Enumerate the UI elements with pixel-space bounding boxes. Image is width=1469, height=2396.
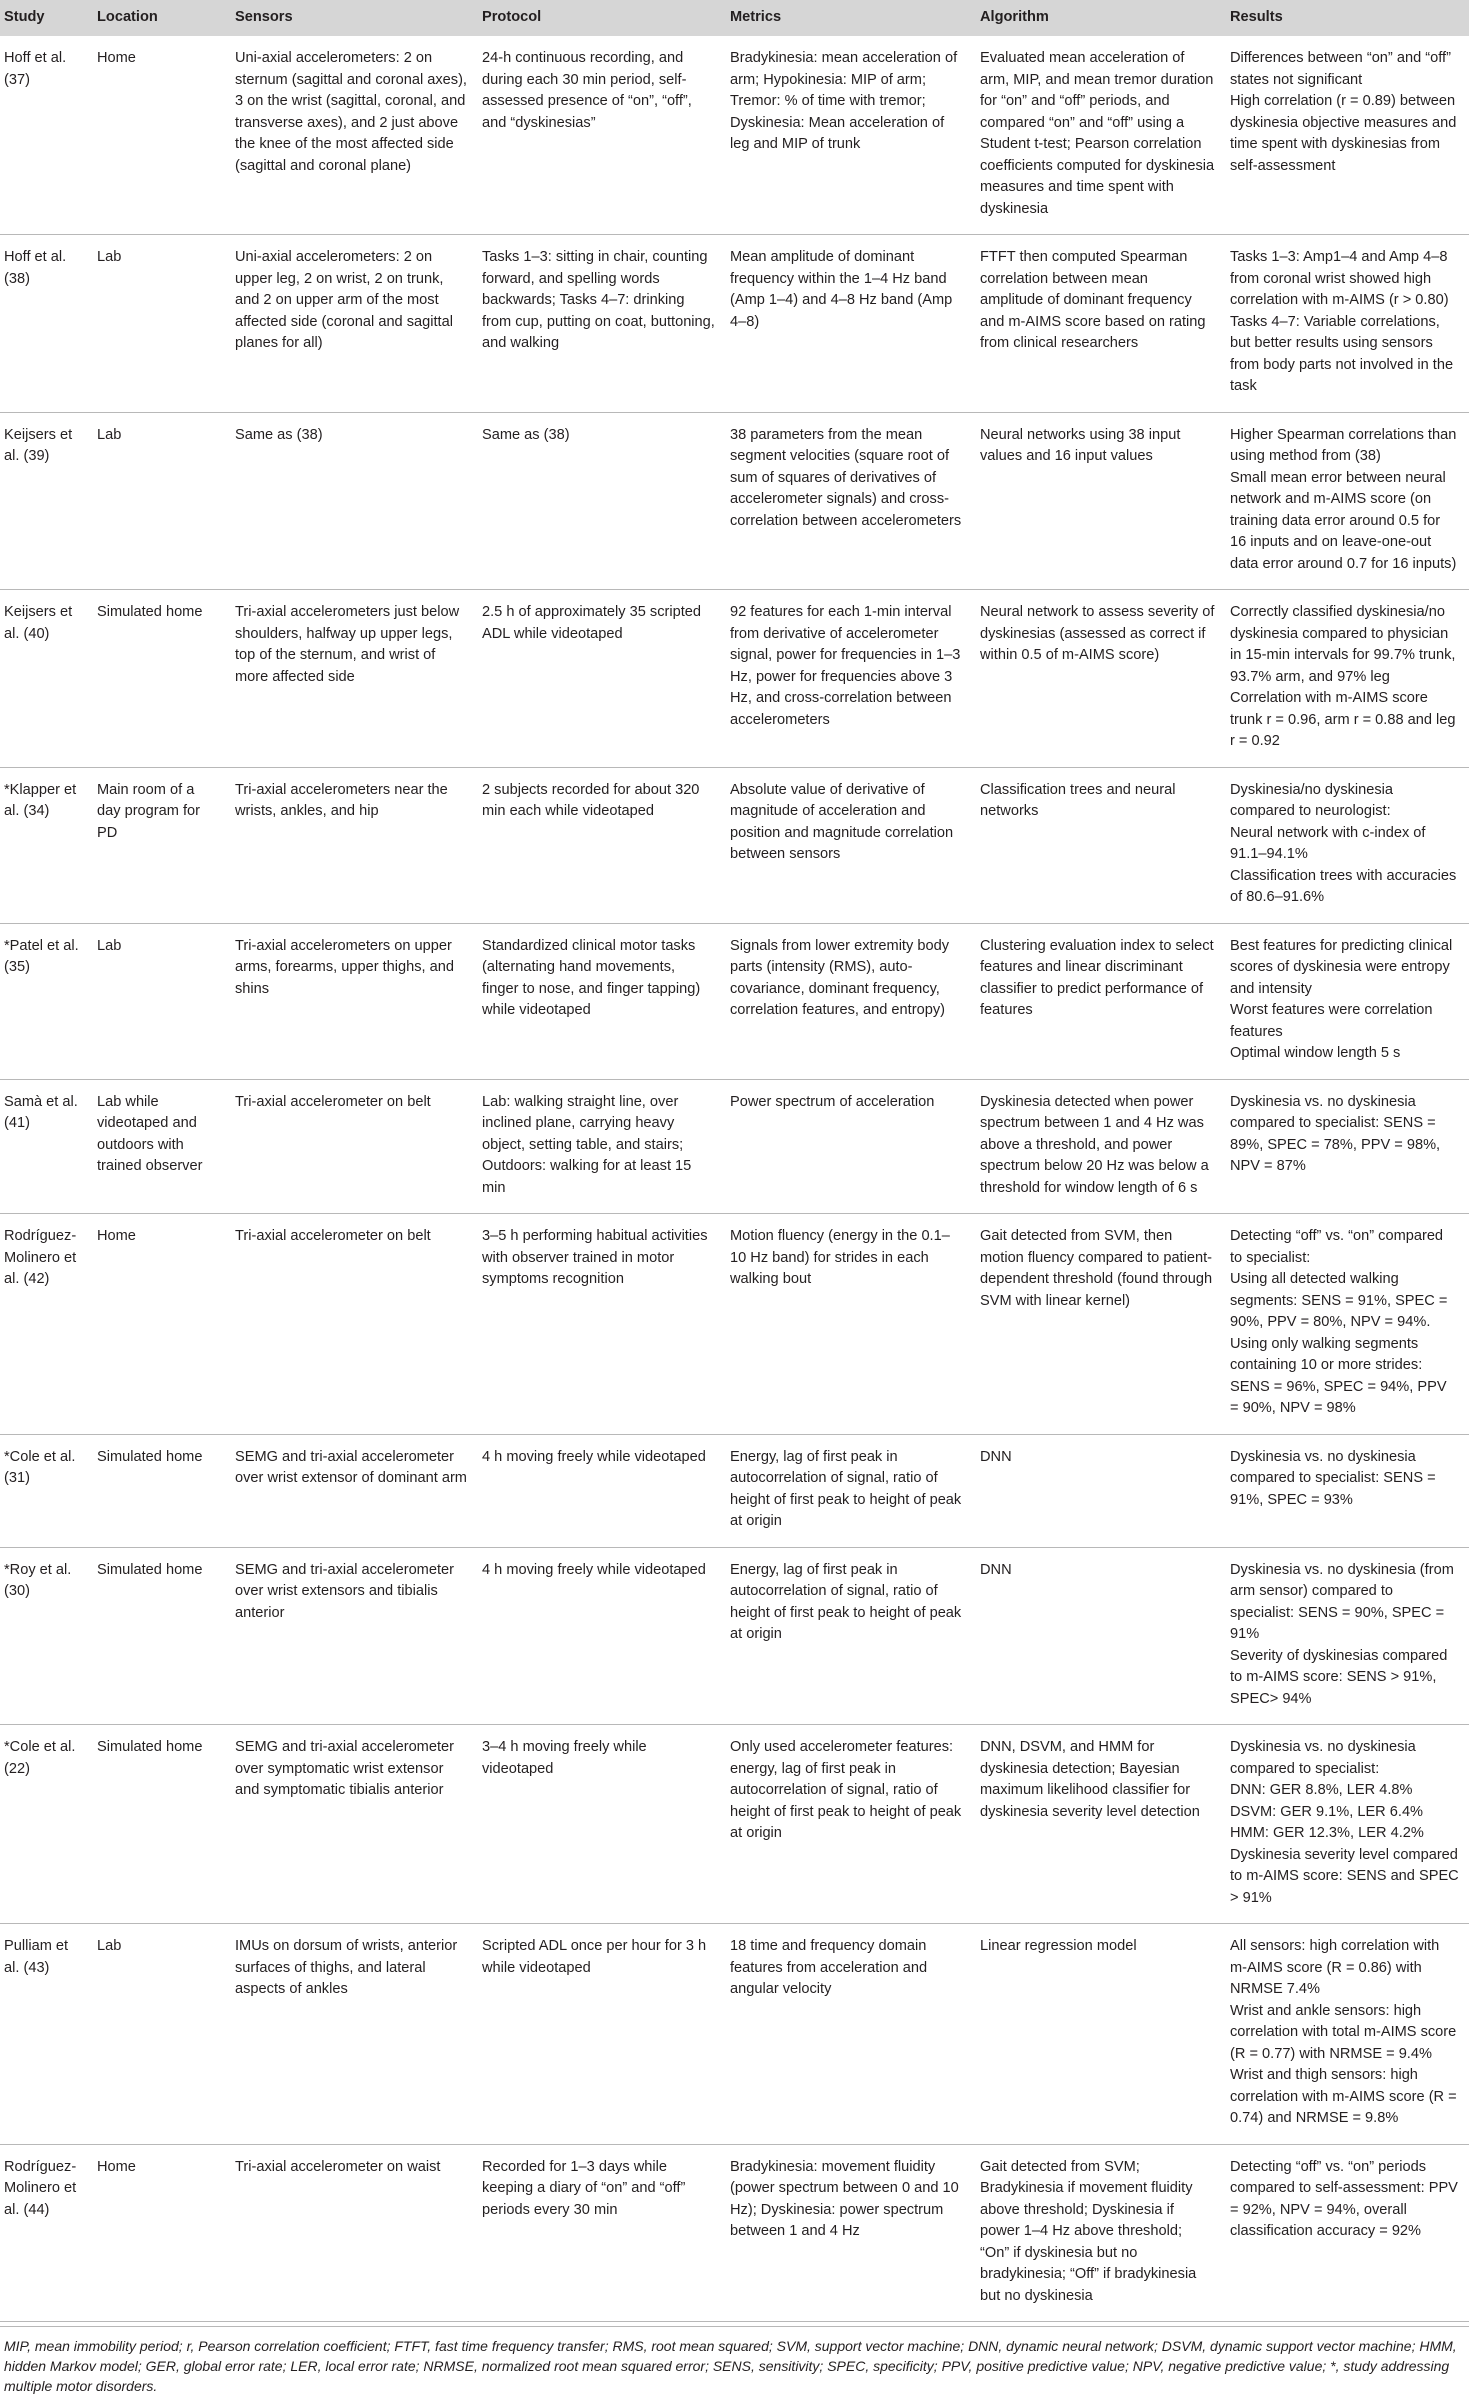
- cell-results: [1225, 2144, 1469, 2322]
- cell-location: Home: [92, 1214, 230, 1435]
- cell-metrics: Signals from lower extremity body parts (intensity (RMS), auto-covariance, dominant frequency, correlation features, and entropy): [725, 923, 975, 1079]
- cell-sensors: Tri-axial accelerometers on upper arms, forearms, upper thighs, and shins: [230, 923, 477, 1079]
- result-line: Tasks 4–7: Variable correlations, but better results using sensors from body parts not involved in the task: [1230, 313, 1454, 394]
- cell-study: Hoff et al. (38): [0, 235, 92, 413]
- cell-algorithm: Clustering evaluation index to select features and linear discriminant classifier to predict performance of features: [975, 923, 1225, 1079]
- cell-protocol: 3–5 h performing habitual activities with observer trained in motor symptoms recognition: [477, 1214, 725, 1435]
- cell-algorithm: Classification trees and neural networks: [975, 767, 1225, 923]
- cell-study: Rodríguez-Molinero et al. (42): [0, 1214, 92, 1435]
- result-line: High correlation (r = 0.89) between dyskinesia objective measures and time spent with dyskinesias from self-assessment: [1230, 93, 1457, 174]
- result-line: Wrist and thigh sensors: high correlation with m-AIMS score (R = 0.74) and NRMSE = 9.8%: [1230, 2067, 1457, 2126]
- cell-results: [1225, 1725, 1469, 1924]
- cell-metrics: Absolute value of derivative of magnitude of acceleration and position and magnitude correlation between sensors: [725, 767, 975, 923]
- cell-location: Simulated home: [92, 1547, 230, 1725]
- cell-results: [1225, 1434, 1469, 1547]
- table-row: [0, 1547, 1469, 1725]
- cell-algorithm: Dyskinesia detected when power spectrum between 1 and 4 Hz was above a threshold, and power spectrum below 20 Hz was below a threshold for window length of 6 s: [975, 1079, 1225, 1214]
- cell-sensors: SEMG and tri-axial accelerometer over symptomatic wrist extensor and symptomatic tibialis anterior: [230, 1725, 477, 1924]
- cell-results: [1225, 1214, 1469, 1435]
- result-line: Best features for predicting clinical scores of dyskinesia were entropy and intensity: [1230, 937, 1453, 997]
- cell-results: [1225, 923, 1469, 1079]
- cell-study: *Patel et al. (35): [0, 923, 92, 1079]
- table-row: [0, 36, 1469, 235]
- result-line: Dyskinesia severity level compared to m-AIMS score: SENS and SPEC > 91%: [1230, 1846, 1459, 1906]
- cell-results: [1225, 767, 1469, 923]
- header-location: Location: [97, 9, 158, 26]
- cell-location: Lab: [92, 1924, 230, 2145]
- result-line: Worst features were correlation features: [1230, 1002, 1433, 1040]
- result-line: Detecting “off” vs. “on” periods compared to self-assessment: PPV = 92%, NPV = 94%, overall classification accuracy = 92%: [1230, 2158, 1458, 2239]
- cell-sensors: Uni-axial accelerometers: 2 on sternum (sagittal and coronal axes), 3 on the wrist (sagittal, coronal, and transverse axes), and 2 just above the knee of the most affected side (sagittal and coronal plane): [230, 36, 477, 235]
- cell-results: [1225, 235, 1469, 413]
- cell-study: *Cole et al. (22): [0, 1725, 92, 1924]
- header-study: Study: [4, 9, 45, 26]
- cell-algorithm: Neural networks using 38 input values and 16 input values: [975, 412, 1225, 590]
- cell-sensors: Tri-axial accelerometer on belt: [230, 1079, 477, 1214]
- result-line: All sensors: high correlation with m-AIMS score (R = 0.86) with NRMSE 7.4%: [1230, 1938, 1440, 1997]
- cell-location: Home: [92, 2144, 230, 2322]
- table-row: [0, 235, 1469, 413]
- cell-sensors: IMUs on dorsum of wrists, anterior surfaces of thighs, and lateral aspects of ankles: [230, 1924, 477, 2145]
- cell-protocol: Tasks 1–3: sitting in chair, counting forward, and spelling words backwards; Tasks 4–7: drinking from cup, putting on coat, buttoning, and walking: [477, 235, 725, 413]
- result-line: Classification trees with accuracies of 80.6–91.6%: [1230, 867, 1457, 905]
- cell-metrics: Energy, lag of first peak in autocorrelation of signal, ratio of height of first peak to height of peak at origin: [725, 1434, 975, 1547]
- table-row: [0, 767, 1469, 923]
- result-line: Dyskinesia vs. no dyskinesia compared to specialist: SENS = 89%, SPEC = 78%, PPV = 98%, NPV = 87%: [1230, 1093, 1441, 1174]
- header-protocol: Protocol: [482, 9, 542, 26]
- cell-location: Lab: [92, 412, 230, 590]
- cell-sensors: Tri-axial accelerometer on belt: [230, 1214, 477, 1435]
- result-line: Differences between “on” and “off” states not significant: [1230, 50, 1451, 88]
- table-footnote: MIP, mean immobility period; r, Pearson correlation coefficient; FTFT, fast time frequency transfer; RMS, root mean squared; SVM, support vector machine; DNN, dynamic neural network; DSVM, dynamic support vector machine; HMM, hidden Markov model; GER, global error rate; LER, local error rate; NRMSE, normalized root mean squared error; SENS, sensitivity; SPEC, specificity; PPV, positive predictive value; NPV, negative predictive value; *, study addressing multiple motor disorders.: [4, 2338, 1457, 2394]
- result-line: Using all detected walking segments: SENS = 91%, SPEC = 90%, PPV = 80%, NPV = 94%.: [1230, 1271, 1448, 1330]
- cell-study: Rodríguez-Molinero et al. (44): [0, 2144, 92, 2322]
- cell-algorithm: DNN: [975, 1434, 1225, 1547]
- table-row: [0, 1214, 1469, 1435]
- cell-location: Lab while videotaped and outdoors with trained observer: [92, 1079, 230, 1214]
- cell-protocol: 2.5 h of approximately 35 scripted ADL while videotaped: [477, 590, 725, 768]
- cell-protocol: Same as (38): [477, 412, 725, 590]
- result-line: Wrist and ankle sensors: high correlation with total m-AIMS score (R = 0.77) with NRMSE = 9.4%: [1230, 2002, 1457, 2062]
- header-sensors: Sensors: [235, 9, 293, 26]
- cell-results: [1225, 36, 1469, 235]
- cell-algorithm: DNN: [975, 1547, 1225, 1725]
- table-row: [0, 412, 1469, 590]
- cell-protocol: 4 h moving freely while videotaped: [477, 1434, 725, 1547]
- cell-study: Keijsers et al. (39): [0, 412, 92, 590]
- cell-study: Pulliam et al. (43): [0, 1924, 92, 2145]
- cell-algorithm: Evaluated mean acceleration of arm, MIP, and mean tremor duration for “on” and “off” periods, and compared “on” and “off” using a Student t-test; Pearson correlation coefficients computed for dyskinesia measures and time spent with dyskinesia: [975, 36, 1225, 235]
- cell-metrics: Motion fluency (energy in the 0.1–10 Hz band) for strides in each walking bout: [725, 1214, 975, 1435]
- cell-sensors: Tri-axial accelerometers near the wrists, ankles, and hip: [230, 767, 477, 923]
- cell-protocol: 4 h moving freely while videotaped: [477, 1547, 725, 1725]
- footnote-divider: [0, 2326, 1469, 2327]
- cell-sensors: Tri-axial accelerometers just below shoulders, halfway up upper legs, top of the sternum, and wrist of more affected side: [230, 590, 477, 768]
- table-body: [0, 36, 1469, 2322]
- result-line: Tasks 1–3: Amp1–4 and Amp 4–8 from coronal wrist showed high correlation with m-AIMS (r > 0.80): [1230, 249, 1449, 308]
- cell-metrics: Bradykinesia: movement fluidity (power spectrum between 0 and 10 Hz); Dyskinesia: power spectrum between 1 and 4 Hz: [725, 2144, 975, 2322]
- result-line: Dyskinesia vs. no dyskinesia compared to specialist: SENS = 91%, SPEC = 93%: [1230, 1448, 1436, 1508]
- result-line: Dyskinesia/no dyskinesia compared to neurologist:: [1230, 781, 1394, 819]
- table-row: [0, 923, 1469, 1079]
- result-line: Higher Spearman correlations than using method from (38): [1230, 426, 1457, 464]
- cell-sensors: Same as (38): [230, 412, 477, 590]
- cell-algorithm: FTFT then computed Spearman correlation between mean amplitude of dominant frequency and m-AIMS score based on rating from clinical researchers: [975, 235, 1225, 413]
- cell-metrics: Energy, lag of first peak in autocorrelation of signal, ratio of height of first peak to height of peak at origin: [725, 1547, 975, 1725]
- cell-location: Simulated home: [92, 1434, 230, 1547]
- cell-location: Home: [92, 36, 230, 235]
- cell-metrics: Mean amplitude of dominant frequency within the 1–4 Hz band (Amp 1–4) and 4–8 Hz band (Amp 4–8): [725, 235, 975, 413]
- result-line: Dyskinesia vs. no dyskinesia (from arm sensor) compared to specialist: SENS = 90%, SPEC = 91%: [1230, 1561, 1454, 1642]
- cell-sensors: Uni-axial accelerometers: 2 on upper leg, 2 on wrist, 2 on trunk, and 2 on upper arm of the most affected side (coronal and sagittal planes for all): [230, 235, 477, 413]
- result-line: Small mean error between neural network and m-AIMS score (on training data error around 0.5 for 16 inputs and on leave-one-out data error around 0.7 for 16 inputs): [1230, 469, 1457, 572]
- cell-sensors: SEMG and tri-axial accelerometer over wrist extensor of dominant arm: [230, 1434, 477, 1547]
- result-line: DSVM: GER 9.1%, LER 6.4%: [1230, 1803, 1424, 1820]
- cell-metrics: 92 features for each 1-min interval from derivative of accelerometer signal, power for frequencies in 1–3 Hz, power for frequencies above 3 Hz, and cross-correlation between accelerometers: [725, 590, 975, 768]
- cell-protocol: 2 subjects recorded for about 320 min each while videotaped: [477, 767, 725, 923]
- cell-protocol: 24-h continuous recording, and during each 30 min period, self-assessed presence of “on”, “off”, and “dyskinesias”: [477, 36, 725, 235]
- table-row: [0, 1725, 1469, 1924]
- table-header: [0, 0, 1469, 36]
- cell-location: Lab: [92, 235, 230, 413]
- cell-protocol: 3–4 h moving freely while videotaped: [477, 1725, 725, 1924]
- cell-algorithm: Neural network to assess severity of dyskinesias (assessed as correct if within 0.5 of m-AIMS score): [975, 590, 1225, 768]
- cell-location: Simulated home: [92, 590, 230, 768]
- cell-study: *Klapper et al. (34): [0, 767, 92, 923]
- cell-study: Hoff et al. (37): [0, 36, 92, 235]
- cell-algorithm: Gait detected from SVM, then motion fluency compared to patient-dependent threshold (found through SVM with linear kernel): [975, 1214, 1225, 1435]
- cell-algorithm: Gait detected from SVM; Bradykinesia if movement fluidity above threshold; Dyskinesia if power 1–4 Hz above threshold; “On” if dyskinesia but no bradykinesia; “Off” if bradykinesia but no dyskinesia: [975, 2144, 1225, 2322]
- table-row: [0, 1079, 1469, 1214]
- cell-protocol: Standardized clinical motor tasks (alternating hand movements, finger to nose, and finger tapping) while videotaped: [477, 923, 725, 1079]
- cell-study: Keijsers et al. (40): [0, 590, 92, 768]
- cell-results: [1225, 412, 1469, 590]
- cell-algorithm: Linear regression model: [975, 1924, 1225, 2145]
- result-line: Dyskinesia vs. no dyskinesia compared to specialist:: [1230, 1739, 1416, 1777]
- cell-sensors: SEMG and tri-axial accelerometer over wrist extensors and tibialis anterior: [230, 1547, 477, 1725]
- result-line: Correctly classified dyskinesia/no dyskinesia compared to physician in 15-min intervals for 99.7% trunk, 93.7% arm, and 97% leg: [1230, 604, 1456, 685]
- cell-results: [1225, 1924, 1469, 2145]
- result-line: DNN: GER 8.8%, LER 4.8%: [1230, 1782, 1413, 1798]
- cell-metrics: Only used accelerometer features: energy, lag of first peak in autocorrelation of signal, ratio of height of first peak to height of peak at origin: [725, 1725, 975, 1924]
- header-metrics: Metrics: [730, 9, 782, 26]
- cell-protocol: Lab: walking straight line, over inclined plane, carrying heavy object, setting table, and stairs; Outdoors: walking for at least 15 min: [477, 1079, 725, 1214]
- result-line: Neural network with c-index of 91.1–94.1%: [1230, 824, 1426, 862]
- cell-algorithm: DNN, DSVM, and HMM for dyskinesia detection; Bayesian maximum likelihood classifier for dyskinesia severity level detection: [975, 1725, 1225, 1924]
- table-row: [0, 1434, 1469, 1547]
- cell-metrics: 38 parameters from the mean segment velocities (square root of sum of squares of derivatives of accelerometer signals) and cross-correlation between accelerometers: [725, 412, 975, 590]
- cell-study: *Cole et al. (31): [0, 1434, 92, 1547]
- cell-location: Lab: [92, 923, 230, 1079]
- table-row: [0, 1924, 1469, 2145]
- cell-metrics: 18 time and frequency domain features from acceleration and angular velocity: [725, 1924, 975, 2145]
- cell-metrics: Power spectrum of acceleration: [725, 1079, 975, 1214]
- result-line: Optimal window length 5 s: [1230, 1045, 1401, 1061]
- header-algorithm: Algorithm: [980, 9, 1049, 26]
- cell-results: [1225, 1079, 1469, 1214]
- cell-metrics: Bradykinesia: mean acceleration of arm; Hypokinesia: MIP of arm; Tremor: % of time with tremor; Dyskinesia: Mean acceleration of leg and MIP of trunk: [725, 36, 975, 235]
- result-line: Using only walking segments containing 10 or more strides: SENS = 96%, SPEC = 94%, PPV = 90%, NPV = 98%: [1230, 1335, 1447, 1416]
- result-line: Detecting “off” vs. “on” compared to specialist:: [1230, 1228, 1444, 1266]
- cell-study: *Roy et al. (30): [0, 1547, 92, 1725]
- table-row: [0, 2144, 1469, 2322]
- cell-location: Main room of a day program for PD: [92, 767, 230, 923]
- header-results: Results: [1230, 9, 1283, 26]
- result-line: Correlation with m-AIMS score trunk r = 0.96, arm r = 0.88 and leg r = 0.92: [1230, 690, 1456, 749]
- table-row: [0, 590, 1469, 768]
- cell-location: Simulated home: [92, 1725, 230, 1924]
- cell-sensors: Tri-axial accelerometer on waist: [230, 2144, 477, 2322]
- result-line: Severity of dyskinesias compared to m-AIMS score: SENS > 91%, SPEC> 94%: [1230, 1647, 1448, 1707]
- cell-results: [1225, 590, 1469, 768]
- cell-results: [1225, 1547, 1469, 1725]
- cell-study: Samà et al. (41): [0, 1079, 92, 1214]
- result-line: HMM: GER 12.3%, LER 4.2%: [1230, 1825, 1424, 1841]
- cell-protocol: Recorded for 1–3 days while keeping a diary of “on” and “off” periods every 30 min: [477, 2144, 725, 2322]
- cell-protocol: Scripted ADL once per hour for 3 h while videotaped: [477, 1924, 725, 2145]
